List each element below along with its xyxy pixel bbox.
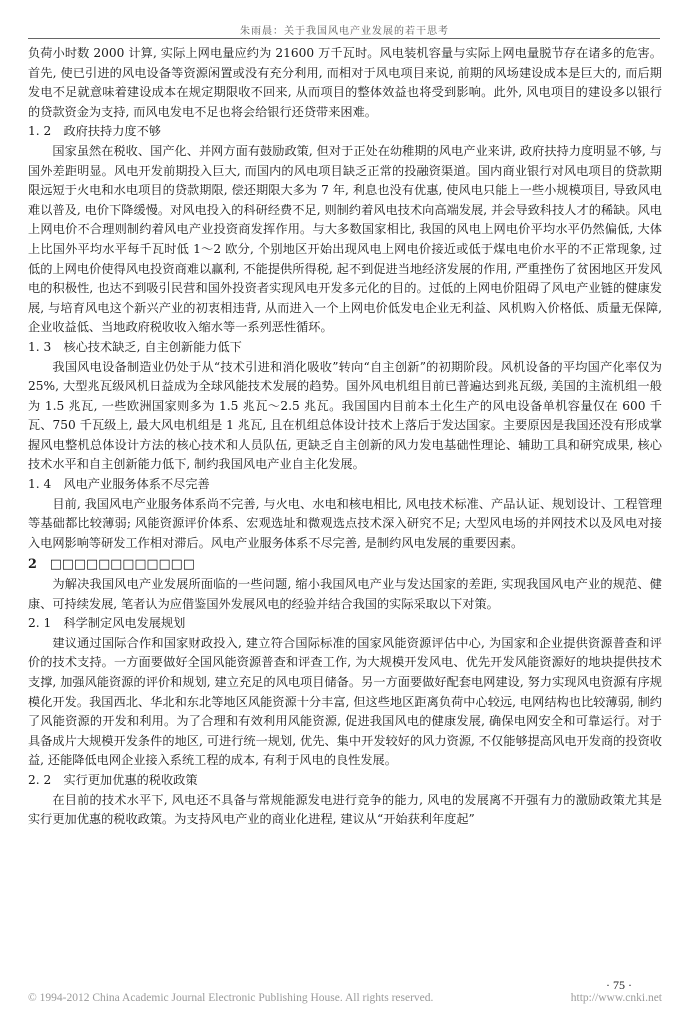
body-paragraph: 在目前的技术水平下, 风电还不具备与常规能源发电进行竞争的能力, 风电的发展离不开强有力的激励政策尤其是实行更加优惠的税收政策。为支持风电产业的商业化进程, 建议从“开始获利年度起”	[28, 792, 662, 827]
section-heading: 1. 2 政府扶持力度不够	[28, 124, 161, 139]
section-heading: 1. 4 风电产业服务体系不尽完善	[28, 477, 210, 492]
section-heading: 2. 2 实行更加优惠的税收政策	[28, 772, 198, 787]
body-paragraph: 国家虽然在税收、国产化、并网方面有鼓励政策, 但对于正处在幼稚期的风电产业来讲, 政府扶持力度明显不够, 与国外差距明显。风电开发前期投入巨大, 而国内的风电项目缺乏正常的投融资渠道。国内商业银行对风电项目的贷款期限远短于火电和水电项目的贷款期限, 偿还期限大多为 7 年, 利息也没有优惠, 使风电只能上一些小规模项目, 导致风电难以普及, 电价下降缓慢。对风电投入的科研经费不足, 则制约着风电技术向高端发展, 并会导致科技人才的稀缺。风电上网电价不合理则制约着风电产业投资商发挥作用。与大多数国家相比, 我国的风电上网电价平均水平仍然偏低, 大体上比国外平均水平每千瓦时低 1～2 欧分, 个别地区开始出现风电上网电价接近或低于煤电电价水平的不正常现象, 过低的上网电价使得风电投资商难以赢利, 不能提供所得税, 起不到促进当地经济发展的作用, 严重挫伤了贫困地区开发风电的积极性, 也达不到吸引民营和国外投资者实现风电开发多元化的目的。过低的上网电价阻碍了风电产业链的健康发展, 与培育风电这个新兴产业的初衷相违背, 从而进入一个上网电价低发电企业无利益、风机购入价格低、质量无保障, 企业收益低、当地政府税收收入缩水等一系列恶性循环。	[28, 143, 662, 335]
article-body	[28, 44, 662, 830]
body-paragraph: 我国风电设备制造业仍处于从“技术引进和消化吸收”转向“自主创新”的初期阶段。风机设备的平均国产化率仅为 25%, 大型兆瓦级风机日益成为全球风能技术发展的趋势。国外风电机组目前已普遍达到兆瓦级, 美国的主流机组一般为 1.5 兆瓦, 一些欧洲国家则多为 1.5 兆瓦～2.5 兆瓦。我国国内目前本土化生产的风电设备单机容量仅在 600 千瓦、750 千瓦级上, 最大风电机组是 1 兆瓦, 且在机组总体设计技术上落后于发达国家。主要原因是我国还没有形成掌握风电整机总体设计方法的核心技术和人员队伍, 更缺乏自主创新的风力发电基础性理论、辅助工具和研究成果, 核心技术水平和自主创新能力低下, 制约我国风电产业自主化发展。	[28, 359, 662, 472]
body-paragraph: 建议通过国际合作和国家财政投入, 建立符合国际标准的国家风能资源评估中心, 为国家和企业提供资源普查和评价的技术支持。一方面要做好全国风能资源普查和评查工作, 为大规模开发风电、优先开发风能资源好的地块提供技术支撑, 加强风能资源的评价和规划, 建立充足的风电项目储备。另一方面要做好配套电网建设, 努力实现风电资源有序规模化开发。我国西北、华北和东北等地区风能资源十分丰富, 但这些地区距离负荷中心较远, 电网结构也比较薄弱, 制约了风能资源的开发和利用。为了合理和有效利用风能资源, 促进我国风电的健康发展, 确保电网安全和可靠运行。对于具备成片大规模开发条件的地区, 可进行统一规划, 优先、集中开发较好的风力资源, 不仅能够提高风电开发商的投资收益, 还能降低电网企业接入系统工程的成本, 有利于风电的良性发展。	[28, 635, 662, 768]
page-number: · 75 ·	[606, 978, 632, 992]
chapter-heading: 2 □□□□□□□□□□□□	[28, 557, 195, 573]
header-rule	[28, 38, 660, 39]
body-paragraph: 负荷小时数 2000 计算, 实际上网电量应约为 21600 万千瓦时。风电装机容量与实际上网电量脱节存在诸多的危害。首先, 使已引进的风电设备等资源闲置或没有充分利用, 而相对于风电项目来说, 前期的风场建设成本是巨大的, 而后期发电不足就意味着建设成本在规定期限收不回来, 从而项目的整体效益也将受到影响。此外, 风电项目的建设多以银行的贷款资金为支持, 而风电发电不足也将会给银行还贷带来困难。	[28, 46, 662, 119]
body-paragraph: 目前, 我国风电产业服务体系尚不完善, 与火电、水电和核电相比, 风电技术标准、产品认证、规划设计、工程管理等基础都比较薄弱; 风能资源评价体系、宏观选址和微观选点技术深入研究不足; 大型风电场的并网技术以及风电对接入电网影响等研发工作相对滞后。风电产业服务体系不尽完善, 是制约风电发展的重要因素。	[28, 496, 662, 550]
copyright-notice: © 1994-2012 China Academic Journal Electronic Publishing House. All rights reserved.	[28, 992, 434, 1004]
section-heading: 1. 3 核心技术缺乏, 自主创新能力低下	[28, 339, 242, 354]
body-paragraph: 为解决我国风电产业发展所面临的一些问题, 缩小我国风电产业与发达国家的差距, 实现我国风电产业的规范、健康、可持续发展, 笔者认为应借鉴国外发展风电的经验并结合我国的实际采取以下对策。	[28, 577, 662, 611]
source-url: http://www.cnki.net	[570, 992, 662, 1004]
section-heading: 2. 1 科学制定风电发展规划	[28, 616, 186, 631]
running-header: 朱雨晨：关于我国风电产业发展的若干思考	[240, 26, 449, 37]
